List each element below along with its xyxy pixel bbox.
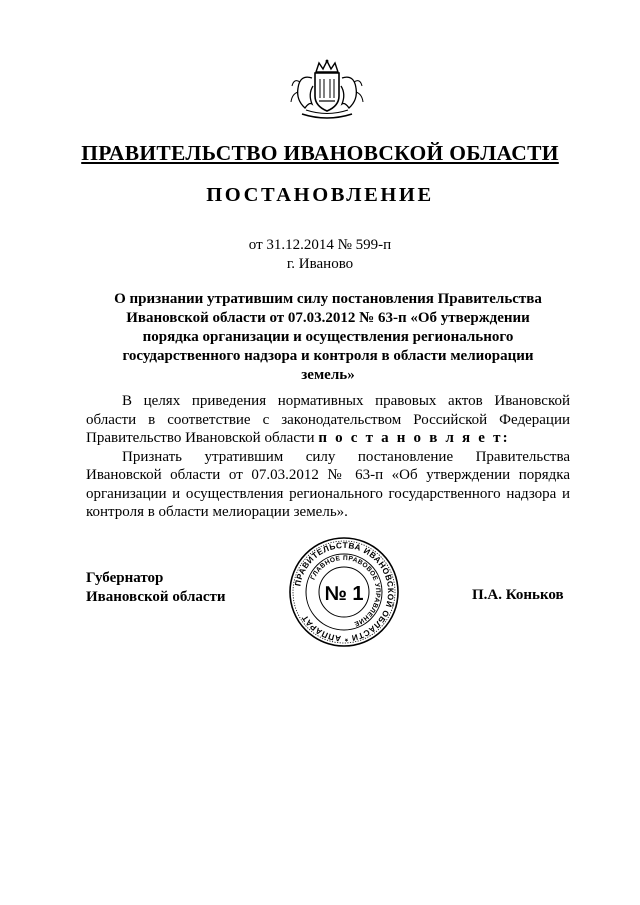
position-line-2: Ивановской области	[86, 588, 226, 605]
signatory-position	[86, 569, 226, 606]
resolves-word: п о с т а н о в л я е т:	[318, 430, 510, 446]
document-type-title: ПОСТАНОВЛЕНИЕ	[206, 184, 434, 206]
stamp-inner-text: ГЛАВНОЕ ПРАВОВОЕ УПРАВЛЕНИЕ	[309, 554, 382, 628]
stamp-ring-text: ПРАВИТЕЛЬСТВА ИВАНОВСКОЙ ОБЛАСТИ * АППАРАТ	[293, 540, 396, 644]
stamp-number: № 1	[324, 583, 364, 605]
body-paragraph-1-text: В целях приведения нормативных правовых актов Ивановской области в соответствие с законодательством Российской Федерации Правительство Ивановской области	[86, 393, 570, 446]
body-paragraph-2: Признать утратившим силу постановление Правительства Ивановской области от 07.03.2012 № 63-п «Об утверждении порядка организации и осуществления регионального государственного надзора и контроля в области мелиорации земель».	[86, 448, 570, 520]
coat-of-arms-emblem	[286, 58, 368, 124]
body-paragraph-1	[86, 392, 570, 448]
organization-title: ПРАВИТЕЛЬСТВО ИВАНОВСКОЙ ОБЛАСТИ	[81, 141, 559, 165]
signatory-name: П.А. Коньков	[472, 587, 564, 603]
document-subject: О признании утратившим силу постановления Правительства Ивановской области от 07.03.2012 № 63-п «Об утверждении порядка организации и осуществления регионального государственного надзора и контроля в области мелиорации земель»	[114, 291, 542, 383]
city-line: г. Иваново	[286, 256, 354, 272]
date-number-line: от 31.12.2014 № 599-п	[248, 237, 392, 253]
date-block	[0, 236, 640, 274]
document-body	[86, 392, 570, 522]
official-stamp	[288, 536, 400, 648]
position-line-1: Губернатор	[86, 570, 164, 586]
